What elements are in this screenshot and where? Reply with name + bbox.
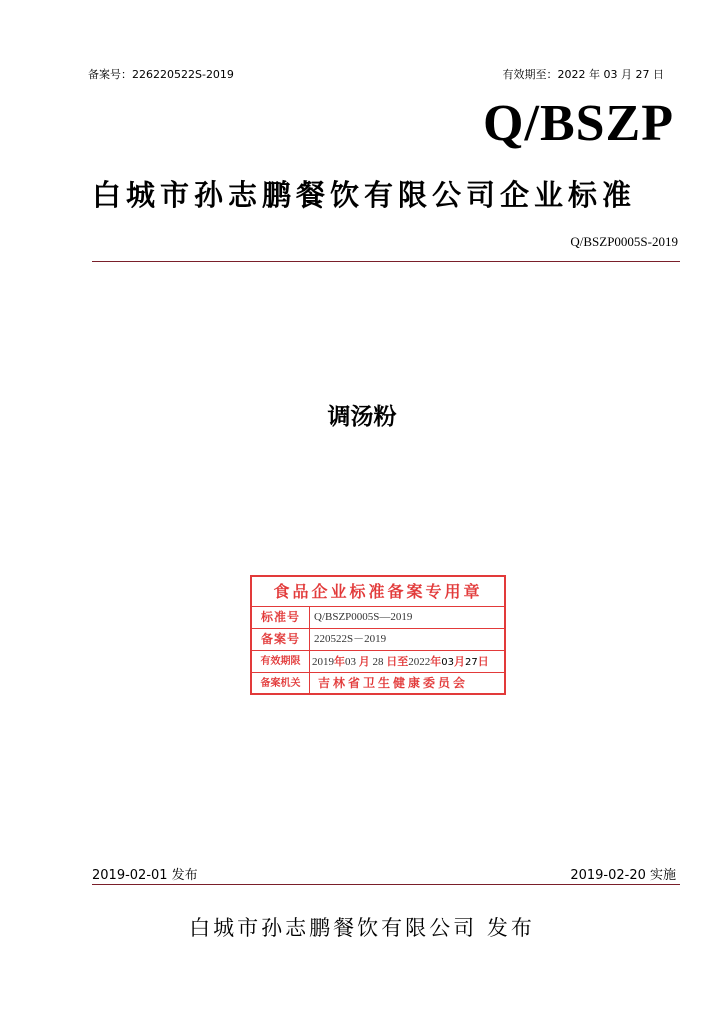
- end-year-char: 年: [430, 655, 442, 668]
- stamp-row-validity: [252, 651, 504, 673]
- end-month: 03: [441, 657, 454, 668]
- stamp-row-authority: [252, 673, 504, 695]
- implementation-date: 2019-02-20 实施: [570, 868, 676, 883]
- bottom-divider: [92, 884, 680, 885]
- end-day: 27: [464, 657, 478, 668]
- stamp-label: 备案机关: [252, 673, 310, 695]
- end-month-char: 月: [453, 655, 465, 668]
- end-day-char: 日: [477, 655, 489, 668]
- start-year: 2019: [312, 656, 334, 668]
- year-char: 年: [334, 655, 345, 668]
- standard-code: Q/BSZP: [483, 95, 674, 152]
- publisher: 白城市孙志鹏餐饮有限公司 发布: [189, 916, 535, 940]
- product-name: 调汤粉: [327, 404, 397, 430]
- start-month: 03: [345, 656, 356, 668]
- filing-stamp: [250, 575, 506, 695]
- stamp-validity-value: [312, 651, 489, 672]
- end-year: 2022: [408, 656, 431, 668]
- document-number: Q/BSZP0005S-2019: [570, 234, 678, 249]
- stamp-authority-value: 吉林省卫生健康委员会: [318, 676, 469, 690]
- start-day: 28: [372, 656, 384, 668]
- stamp-value: Q/BSZP0005S—2019: [314, 611, 413, 623]
- record-number: 备案号：226220522S-2019: [88, 68, 234, 81]
- stamp-heading: 食品企业标准备案专用章: [252, 577, 504, 607]
- stamp-label: 备案号: [252, 629, 310, 650]
- release-date: 2019-02-01 发布: [92, 868, 198, 883]
- company-standard-title: 白城市孙志鹏餐饮有限公司企业标准: [92, 178, 637, 212]
- day-to-char: 日至: [386, 655, 409, 668]
- valid-until-date: 有效期至：2022 年 03 月 27 日: [502, 68, 664, 81]
- month-char: 月: [358, 655, 370, 668]
- stamp-label: 有效期限: [252, 651, 310, 672]
- top-divider: [92, 261, 680, 262]
- stamp-row-standard-number: [252, 607, 504, 629]
- stamp-value: 220522S－2019: [314, 633, 387, 645]
- stamp-label: 标准号: [252, 607, 310, 628]
- stamp-row-record-number: [252, 629, 504, 651]
